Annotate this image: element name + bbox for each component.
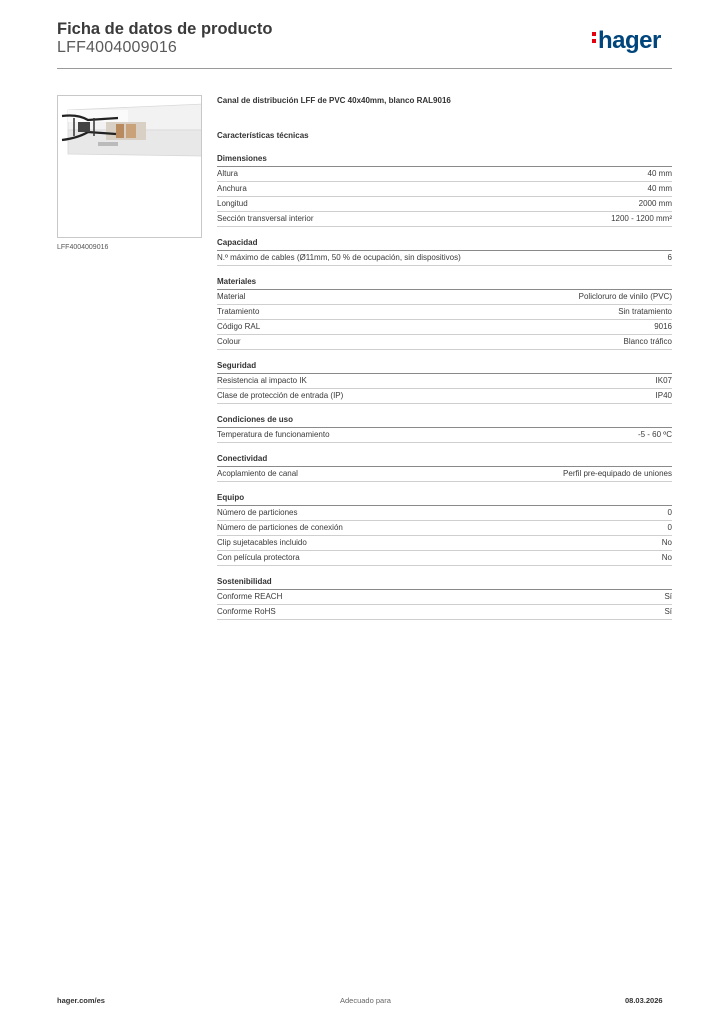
hager-logo: hager xyxy=(592,27,661,55)
spec-row xyxy=(217,320,672,335)
group-title: Equipo xyxy=(217,491,672,506)
spec-value: -5 - 60 ºC xyxy=(637,430,672,439)
spec-row xyxy=(217,536,672,551)
cable-trunking-icon xyxy=(58,96,202,238)
spec-label: Tratamiento xyxy=(217,307,260,316)
spec-label: Material xyxy=(217,292,246,301)
spec-value: 1200 - 1200 mm² xyxy=(611,214,672,223)
spec-group xyxy=(217,452,672,482)
spec-group xyxy=(217,359,672,404)
spec-value: 2000 mm xyxy=(638,199,672,208)
footer-website[interactable]: hager.com/es xyxy=(57,996,105,1005)
spec-row xyxy=(217,251,672,266)
spec-row xyxy=(217,506,672,521)
footer-suitable-for: Adecuado para xyxy=(340,996,391,1005)
product-code: LFF4004009016 xyxy=(57,39,178,56)
spec-label: Anchura xyxy=(217,184,247,193)
spec-label: Colour xyxy=(217,337,241,346)
spec-row xyxy=(217,290,672,305)
spec-value: 40 mm xyxy=(647,169,672,178)
spec-row xyxy=(217,197,672,212)
spec-value: Perfil pre-equipado de uniones xyxy=(563,469,672,478)
spec-label: Sección transversal interior xyxy=(217,214,314,223)
product-image xyxy=(57,95,202,238)
spec-label: Con película protectora xyxy=(217,553,300,562)
spec-content xyxy=(217,94,672,620)
spec-row xyxy=(217,335,672,350)
spec-row xyxy=(217,389,672,404)
spec-label: Número de particiones de conexión xyxy=(217,523,343,532)
image-caption: LFF4004009016 xyxy=(57,244,109,251)
header-divider xyxy=(57,68,672,69)
spec-group xyxy=(217,575,672,620)
section-heading: Características técnicas xyxy=(217,131,309,140)
spec-row xyxy=(217,605,672,620)
page-title: Ficha de datos de producto xyxy=(57,20,273,38)
spec-label: Altura xyxy=(217,169,238,178)
spec-label: Temperatura de funcionamiento xyxy=(217,430,330,439)
group-title: Materiales xyxy=(217,275,672,290)
spec-label: N.º máximo de cables (Ø11mm, 50 % de ocupación, sin dispositivos) xyxy=(217,253,461,262)
spec-group xyxy=(217,413,672,443)
spec-label: Longitud xyxy=(217,199,248,208)
spec-label: Conforme REACH xyxy=(217,592,283,601)
spec-row xyxy=(217,212,672,227)
group-title: Seguridad xyxy=(217,359,672,374)
spec-row xyxy=(217,167,672,182)
spec-group xyxy=(217,236,672,266)
spec-label: Código RAL xyxy=(217,322,261,331)
spec-row xyxy=(217,305,672,320)
spec-value: 40 mm xyxy=(647,184,672,193)
group-title: Condiciones de uso xyxy=(217,413,672,428)
spec-groups xyxy=(217,152,672,620)
spec-row xyxy=(217,182,672,197)
group-title: Dimensiones xyxy=(217,152,672,167)
logo-dots-icon xyxy=(592,27,596,45)
spec-value: IK07 xyxy=(655,376,672,385)
spec-value: 9016 xyxy=(654,322,672,331)
spec-value: Policloruro de vinilo (PVC) xyxy=(578,292,672,301)
spec-value: IP40 xyxy=(655,391,672,400)
spec-group xyxy=(217,152,672,227)
spec-label: Clase de protección de entrada (IP) xyxy=(217,391,344,400)
spec-value: Sí xyxy=(664,592,672,601)
spec-value: 6 xyxy=(667,253,672,262)
group-title: Capacidad xyxy=(217,236,672,251)
spec-value: 0 xyxy=(667,508,672,517)
spec-row xyxy=(217,428,672,443)
spec-value: No xyxy=(661,538,672,547)
spec-value: Blanco tráfico xyxy=(623,337,672,346)
spec-value: 0 xyxy=(667,523,672,532)
spec-value: Sí xyxy=(664,607,672,616)
spec-row xyxy=(217,551,672,566)
spec-value: Sin tratamiento xyxy=(618,307,672,316)
spec-value: No xyxy=(661,553,672,562)
spec-label: Acoplamiento de canal xyxy=(217,469,298,478)
spec-label: Clip sujetacables incluido xyxy=(217,538,307,547)
spec-label: Resistencia al impacto IK xyxy=(217,376,307,385)
spec-row xyxy=(217,590,672,605)
spec-group xyxy=(217,275,672,350)
spec-label: Número de particiones xyxy=(217,508,298,517)
spec-label: Conforme RoHS xyxy=(217,607,276,616)
footer-date: 08.03.2026 xyxy=(625,996,663,1005)
spec-row xyxy=(217,521,672,536)
spec-row xyxy=(217,374,672,389)
group-title: Sostenibilidad xyxy=(217,575,672,590)
spec-group xyxy=(217,491,672,566)
spec-row xyxy=(217,467,672,482)
group-title: Conectividad xyxy=(217,452,672,467)
product-description: Canal de distribución LFF de PVC 40x40mm, blanco RAL9016 xyxy=(217,96,451,105)
